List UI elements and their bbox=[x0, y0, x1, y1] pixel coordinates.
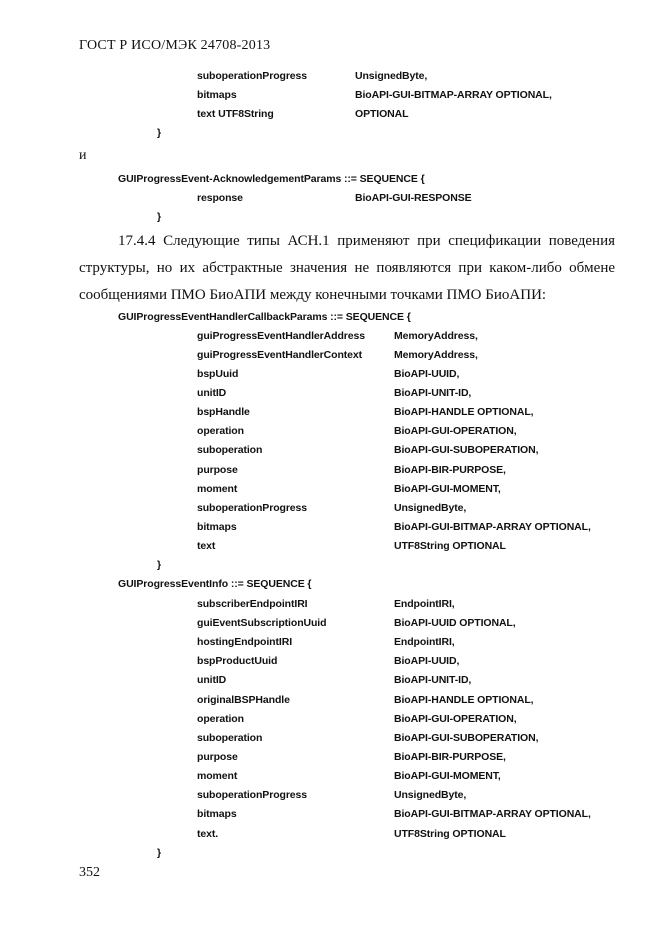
field-type: BioAPI-UUID OPTIONAL, bbox=[394, 617, 516, 629]
field-type: BioAPI-GUI-SUBOPERATION, bbox=[394, 444, 539, 456]
code-row bbox=[0, 464, 662, 480]
field-type: MemoryAddress, bbox=[394, 349, 478, 361]
field-name: moment bbox=[197, 770, 238, 782]
code-row bbox=[0, 828, 662, 844]
field-type: BioAPI-BIR-PURPOSE, bbox=[394, 751, 506, 763]
field-type: BioAPI-GUI-BITMAP-ARRAY OPTIONAL, bbox=[394, 521, 591, 533]
field-name: operation bbox=[197, 713, 244, 725]
code-row bbox=[0, 89, 662, 105]
field-type: BioAPI-BIR-PURPOSE, bbox=[394, 464, 506, 476]
field-name: guiProgressEventHandlerAddress bbox=[197, 330, 365, 342]
code-row bbox=[0, 192, 662, 208]
field-type: UnsignedByte, bbox=[394, 502, 467, 514]
field-type: BioAPI-GUI-BITMAP-ARRAY OPTIONAL, bbox=[355, 89, 552, 101]
field-name: bspHandle bbox=[197, 406, 250, 418]
field-type: UTF8String OPTIONAL bbox=[394, 540, 506, 552]
code-row bbox=[0, 694, 662, 710]
document-header: ГОСТ Р ИСО/МЭК 24708-2013 bbox=[79, 38, 271, 53]
field-name: hostingEndpointIRI bbox=[197, 636, 293, 648]
field-name: suboperation bbox=[197, 444, 263, 456]
connector-text: и bbox=[79, 148, 87, 163]
field-type: BioAPI-UUID, bbox=[394, 368, 460, 380]
field-type: BioAPI-UNIT-ID, bbox=[394, 387, 472, 399]
field-name: guiEventSubscriptionUuid bbox=[197, 617, 327, 629]
field-name: suboperationProgress bbox=[197, 789, 308, 801]
code-row bbox=[0, 406, 662, 422]
code-row bbox=[0, 349, 662, 365]
field-type: BioAPI-HANDLE OPTIONAL, bbox=[394, 406, 534, 418]
field-name: guiProgressEventHandlerContext bbox=[197, 349, 363, 361]
code-row bbox=[0, 368, 662, 384]
field-type: OPTIONAL bbox=[355, 108, 409, 120]
field-type: UTF8String OPTIONAL bbox=[394, 828, 506, 840]
code-row bbox=[0, 483, 662, 499]
closing-brace: } bbox=[157, 847, 161, 859]
sequence-heading: GUIProgressEventHandlerCallbackParams ::= SEQUENCE { bbox=[118, 311, 411, 323]
paragraph-line: структуры, но их абстрактные значения не появляются при каком-либо обмене bbox=[79, 260, 615, 276]
code-row bbox=[0, 521, 662, 537]
field-type: BioAPI-GUI-RESPONSE bbox=[355, 192, 472, 204]
field-name: operation bbox=[197, 425, 244, 437]
paragraph-line: 17.4.4 Следующие типы АСН.1 применяют при спецификации поведения bbox=[118, 233, 615, 249]
field-type: EndpointIRI, bbox=[394, 598, 455, 610]
sequence-heading: GUIProgressEvent-AcknowledgementParams ::= SEQUENCE { bbox=[118, 173, 425, 185]
field-name: purpose bbox=[197, 751, 238, 763]
field-type: BioAPI-GUI-SUBOPERATION, bbox=[394, 732, 539, 744]
code-row bbox=[0, 444, 662, 460]
field-type: BioAPI-GUI-BITMAP-ARRAY OPTIONAL, bbox=[394, 808, 591, 820]
field-name: suboperationProgress bbox=[197, 502, 308, 514]
code-row bbox=[0, 770, 662, 786]
code-row bbox=[0, 789, 662, 805]
code-row bbox=[0, 808, 662, 824]
code-row bbox=[0, 425, 662, 441]
field-type: BioAPI-GUI-MOMENT, bbox=[394, 770, 501, 782]
field-name: bspUuid bbox=[197, 368, 239, 380]
closing-brace: } bbox=[157, 127, 161, 139]
field-name: originalBSPHandle bbox=[197, 694, 290, 706]
field-name: moment bbox=[197, 483, 238, 495]
field-name: text bbox=[197, 540, 216, 552]
code-row bbox=[0, 617, 662, 633]
code-row bbox=[0, 540, 662, 556]
code-row bbox=[0, 330, 662, 346]
field-type: UnsignedByte, bbox=[355, 70, 428, 82]
paragraph-line: сообщениями ПМО БиоАПИ между конечными точками ПМО БиоАПИ: bbox=[79, 287, 547, 303]
field-type: BioAPI-GUI-OPERATION, bbox=[394, 713, 517, 725]
code-row bbox=[0, 636, 662, 652]
field-type: BioAPI-HANDLE OPTIONAL, bbox=[394, 694, 534, 706]
code-row bbox=[0, 655, 662, 671]
field-name: bitmaps bbox=[197, 89, 237, 101]
field-type: UnsignedByte, bbox=[394, 789, 467, 801]
code-row bbox=[0, 732, 662, 748]
code-row bbox=[0, 70, 662, 86]
code-row bbox=[0, 502, 662, 518]
field-type: BioAPI-GUI-OPERATION, bbox=[394, 425, 517, 437]
page-number: 352 bbox=[79, 865, 100, 880]
code-row bbox=[0, 751, 662, 767]
code-row bbox=[0, 108, 662, 124]
sequence-heading: GUIProgressEventInfo ::= SEQUENCE { bbox=[118, 578, 312, 590]
closing-brace: } bbox=[157, 211, 161, 223]
field-name: bspProductUuid bbox=[197, 655, 278, 667]
field-name: purpose bbox=[197, 464, 238, 476]
field-name: unitID bbox=[197, 674, 227, 686]
field-type: EndpointIRI, bbox=[394, 636, 455, 648]
code-row bbox=[0, 598, 662, 614]
field-type: BioAPI-UNIT-ID, bbox=[394, 674, 472, 686]
field-name: response bbox=[197, 192, 243, 204]
code-row bbox=[0, 387, 662, 403]
field-name: subscriberEndpointIRI bbox=[197, 598, 308, 610]
code-row bbox=[0, 713, 662, 729]
code-row bbox=[0, 674, 662, 690]
field-name: suboperationProgress bbox=[197, 70, 308, 82]
closing-brace: } bbox=[157, 559, 161, 571]
field-name: suboperation bbox=[197, 732, 263, 744]
field-type: BioAPI-GUI-MOMENT, bbox=[394, 483, 501, 495]
field-type: MemoryAddress, bbox=[394, 330, 478, 342]
body-paragraph bbox=[79, 228, 615, 309]
field-name: text. bbox=[197, 828, 219, 840]
field-name: bitmaps bbox=[197, 521, 237, 533]
field-type: BioAPI-UUID, bbox=[394, 655, 460, 667]
field-name: text UTF8String bbox=[197, 108, 274, 120]
field-name: bitmaps bbox=[197, 808, 237, 820]
field-name: unitID bbox=[197, 387, 227, 399]
